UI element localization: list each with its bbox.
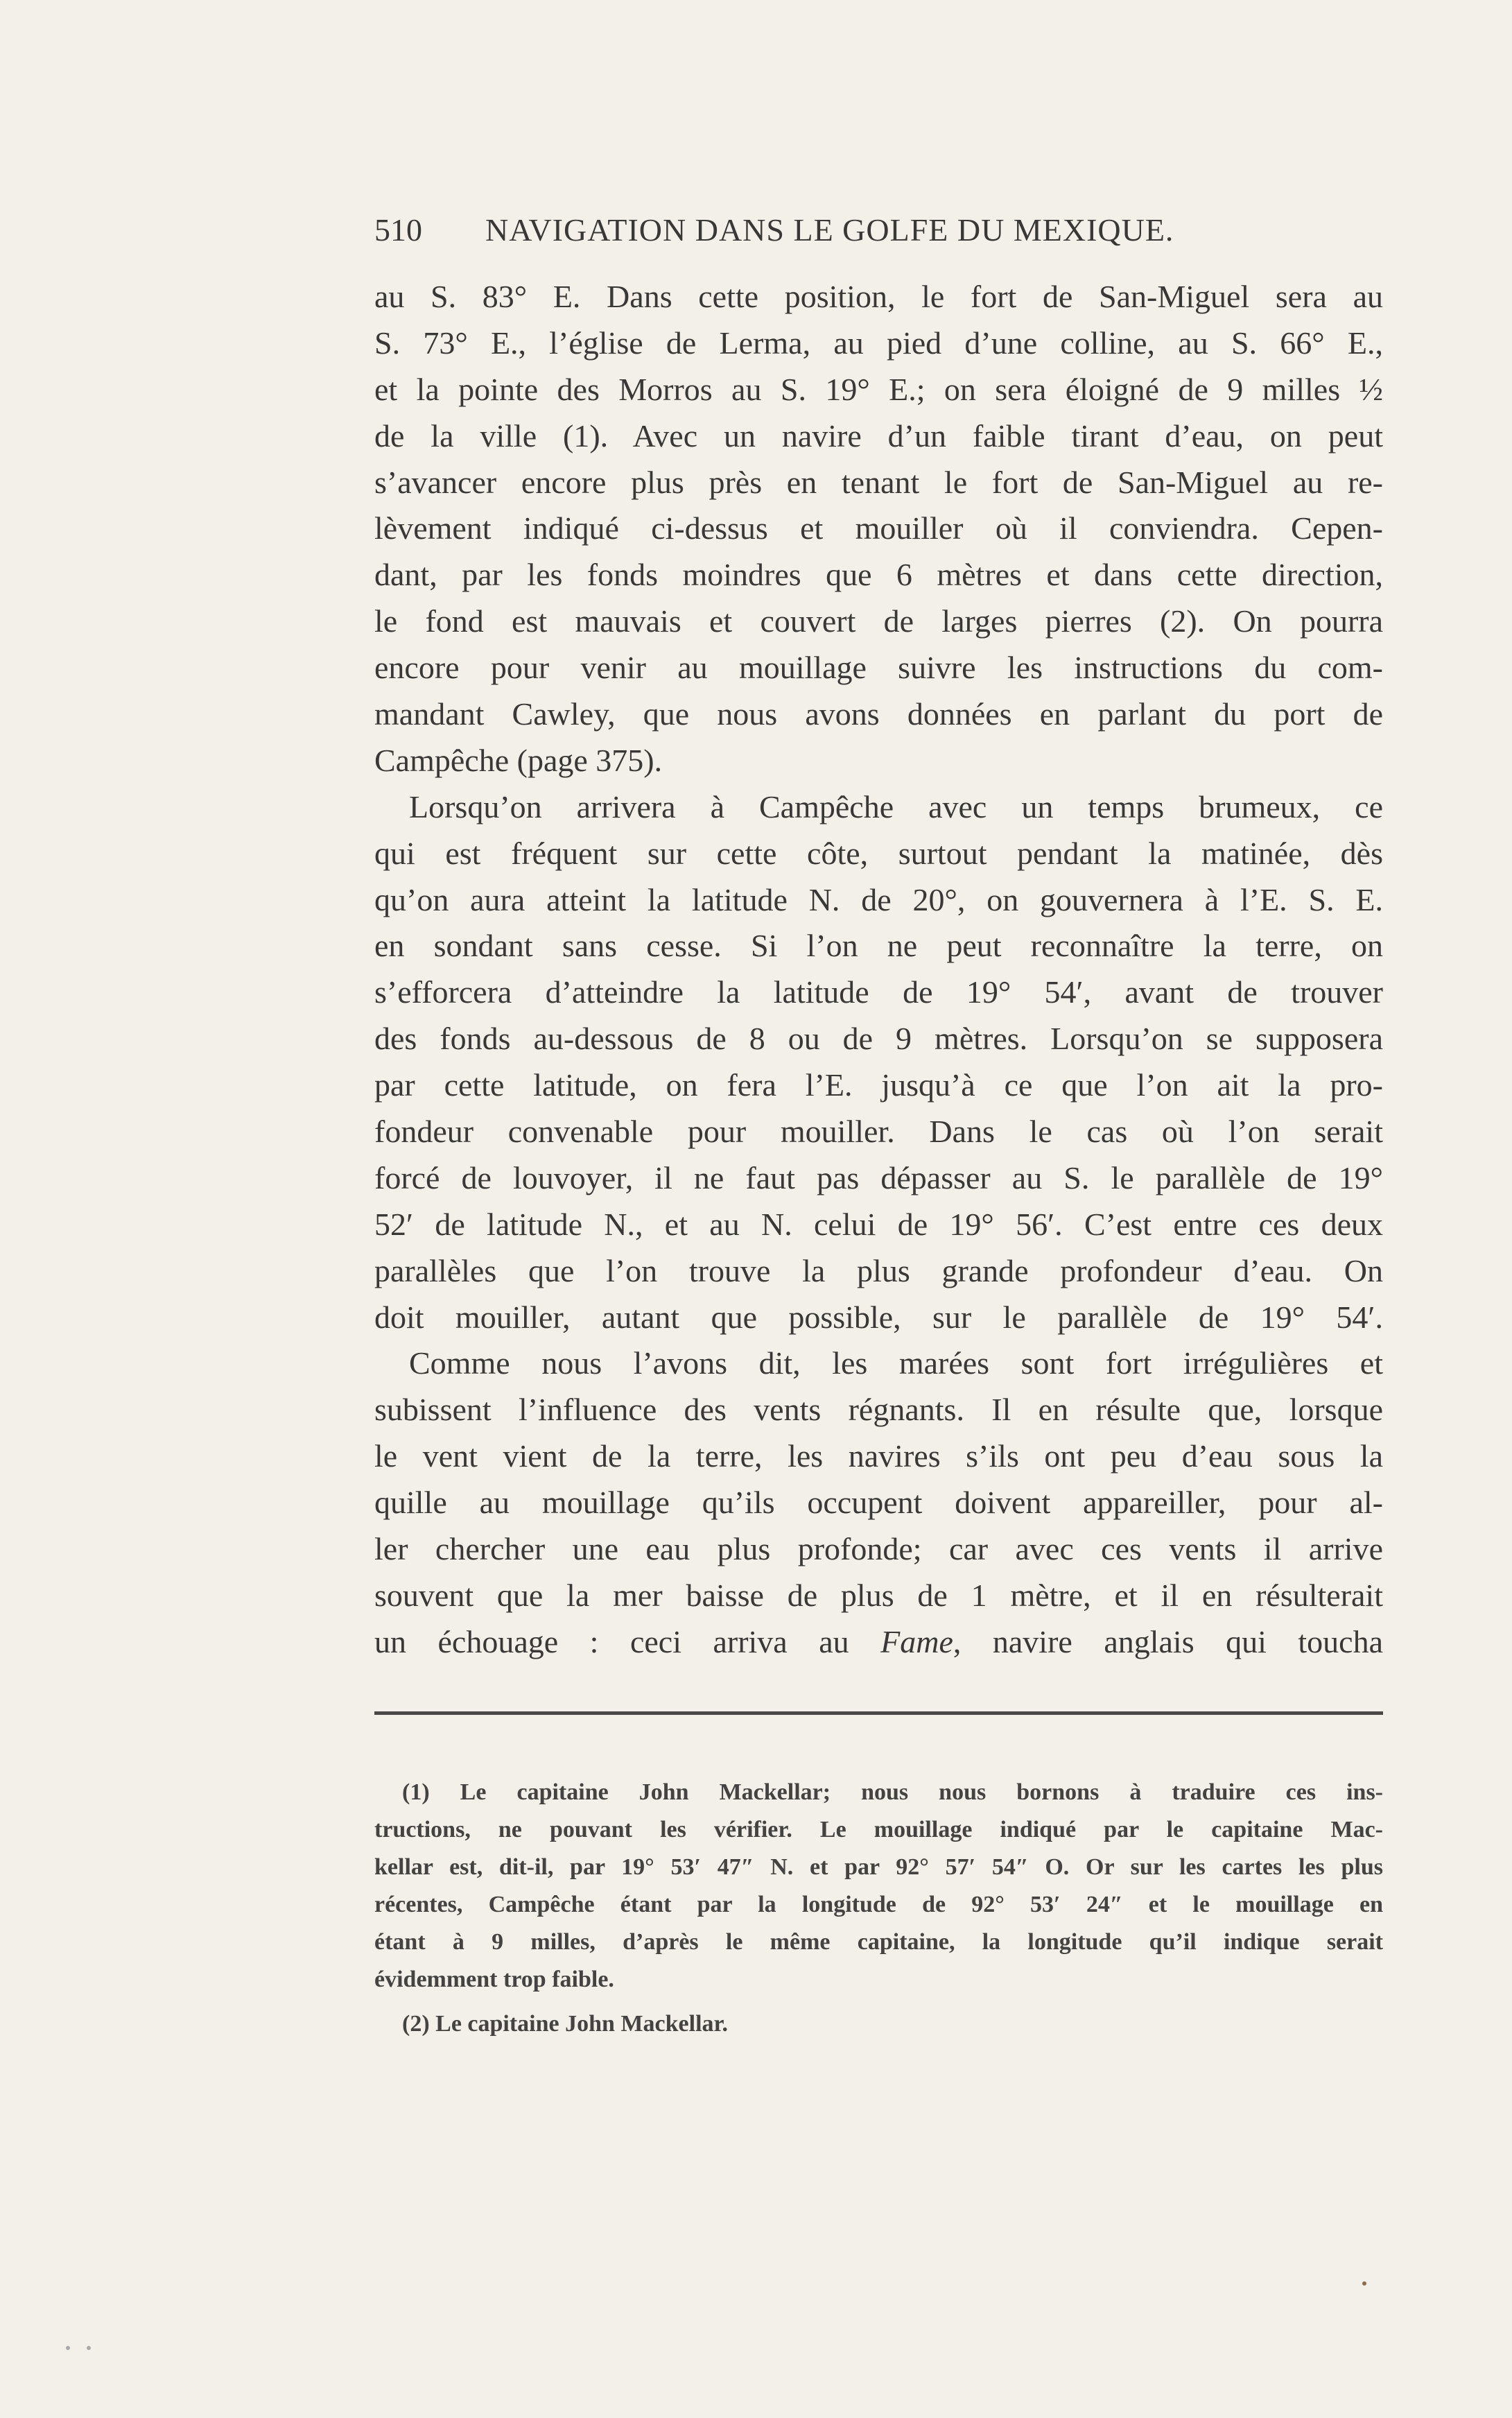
body-text <box>374 274 1383 1666</box>
text-line: par cette latitude, on fera l’E. jusqu’à ce que l’on ait la pro- <box>374 1067 1383 1103</box>
text-line: Campêche (page 375). <box>374 742 663 778</box>
text-line: le vent vient de la terre, les navires s’ils ont peu d’eau sous la <box>374 1438 1383 1474</box>
text-line: souvent que la mer baisse de plus de 1 mètre, et il en résulterait <box>374 1577 1383 1613</box>
paper-speck <box>87 2346 91 2350</box>
paragraph-start-line: Lorsqu’on arrivera à Campêche avec un temps brumeux, ce <box>409 788 1383 824</box>
text-line: mandant Cawley, que nous avons données en parlant du port de <box>374 696 1383 732</box>
footnote-1-line: évidemment trop faible. <box>374 1967 614 1992</box>
text-line: forcé de louvoyer, il ne faut pas dépasser au S. le parallèle de 19° <box>374 1159 1383 1195</box>
text-line: le fond est mauvais et couvert de larges pierres (2). On pourra <box>374 603 1383 639</box>
text-line: quille au mouillage qu’ils occupent doivent appareiller, pour al- <box>374 1485 1383 1521</box>
paragraph-start-line: Comme nous l’avons dit, les marées sont fort irrégulières et <box>409 1345 1383 1381</box>
footnote-divider <box>374 1711 1383 1715</box>
page-number: 510 <box>374 212 422 248</box>
text-line: qu’on aura atteint la latitude N. de 20°, on gouvernera à l’E. S. E. <box>374 881 1383 917</box>
text-line: en sondant sans cesse. Si l’on ne peut reconnaître la terre, on <box>374 928 1383 964</box>
text-line: encore pour venir au mouillage suivre les instructions du com- <box>374 650 1383 686</box>
text-line: 52′ de latitude N., et au N. celui de 19° 56′. C’est entre ces deux <box>374 1206 1383 1242</box>
text-segment: , navire anglais qui toucha <box>953 1623 1384 1659</box>
text-line: qui est fréquent sur cette côte, surtout pendant la matinée, dès <box>374 835 1383 871</box>
text-line: doit mouiller, autant que possible, sur le parallèle de 19° 54′. <box>374 1299 1383 1335</box>
text-line: S. 73° E., l’église de Lerma, au pied d’une colline, au S. 66° E., <box>374 325 1383 361</box>
text-line: au S. 83° E. Dans cette position, le fort de San-Miguel sera au <box>374 279 1383 314</box>
text-line: s’avancer encore plus près en tenant le fort de San-Miguel au re- <box>374 464 1383 500</box>
footnote-1-line: étant à 9 milles, d’après le même capitaine, la longitude qu’il indique serait <box>374 1929 1383 1955</box>
text-line: ler chercher une eau plus profonde; car avec ces vents il arrive <box>374 1531 1383 1567</box>
text-line: subissent l’influence des vents régnants. Il en résulte que, lorsque <box>374 1392 1383 1428</box>
text-line: s’efforcera d’atteindre la latitude de 19° 54′, avant de trouver <box>374 974 1383 1010</box>
text-line: et la pointe des Morros au S. 19° E.; on sera éloigné de 9 milles ½ <box>374 371 1383 407</box>
ship-name: Fame <box>880 1623 953 1659</box>
text-line: fondeur convenable pour mouiller. Dans le cas où l’on serait <box>374 1114 1383 1150</box>
paper-speck <box>66 2346 70 2350</box>
paper-speck <box>1362 2281 1366 2286</box>
running-title: NAVIGATION DANS LE GOLFE DU MEXIQUE. <box>485 212 1174 248</box>
text-line: de la ville (1). Avec un navire d’un faible tirant d’eau, on peut <box>374 417 1383 454</box>
footnote-1-line: (1) Le capitaine John Mackellar; nous nous bornons à traduire ces ins- <box>402 1779 1383 1805</box>
text-line <box>374 1619 1383 1666</box>
footnote-2: (2) Le capitaine John Mackellar. <box>402 2011 728 2037</box>
footnote-1-line: récentes, Campêche étant par la longitude de 92° 53′ 24″ et le mouillage en <box>374 1892 1383 1917</box>
footnote-1-line: kellar est, dit-il, par 19° 53′ 47″ N. et par 92° 57′ 54″ O. Or sur les cartes les plus <box>374 1854 1383 1880</box>
text-line: parallèles que l’on trouve la plus grande profondeur d’eau. On <box>374 1252 1383 1288</box>
text-segment: un échouage : ceci arriva au <box>374 1623 881 1659</box>
footnote-1-line: tructions, ne pouvant les vérifier. Le mouillage indiqué par le capitaine Mac- <box>374 1817 1383 1842</box>
footnotes <box>374 1774 1383 2043</box>
text-line: des fonds au-dessous de 8 ou de 9 mètres. Lorsqu’on se supposera <box>374 1021 1383 1057</box>
text-line: dant, par les fonds moindres que 6 mètres et dans cette direction, <box>374 557 1383 593</box>
page-header <box>374 211 1383 260</box>
text-line: lèvement indiqué ci-dessus et mouiller où il conviendra. Cepen- <box>374 510 1383 546</box>
